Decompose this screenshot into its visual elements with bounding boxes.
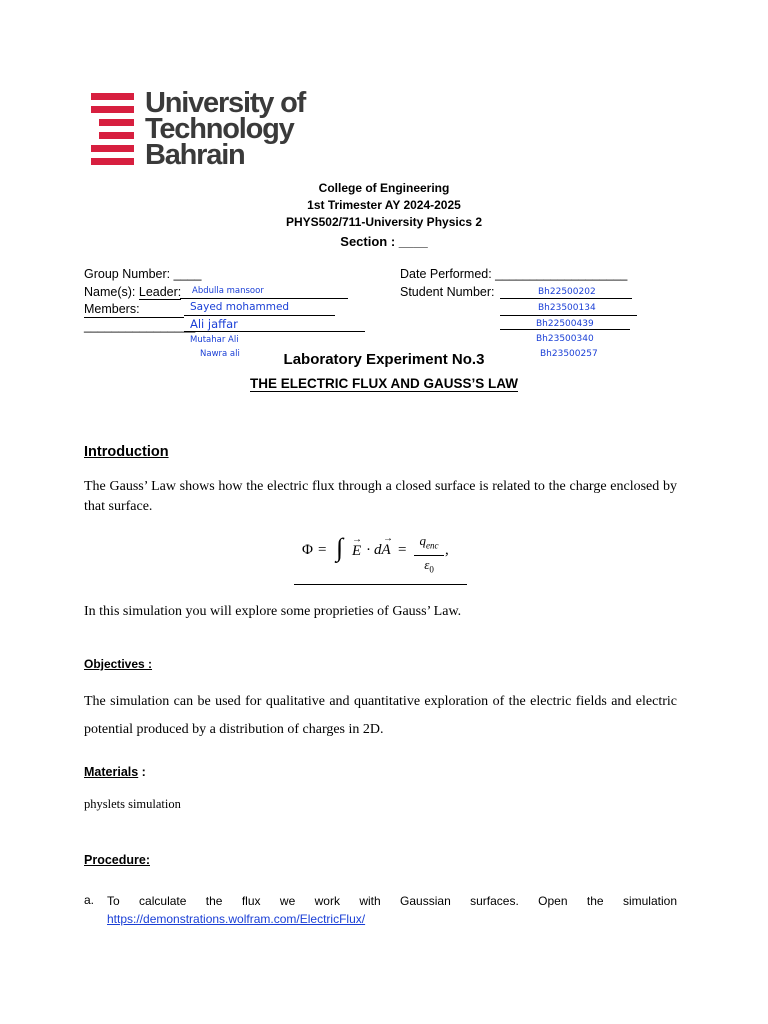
student-number-underline-1 (500, 298, 632, 299)
names-leader-row (84, 284, 181, 300)
student-number-4: Bh23500340 (536, 334, 594, 344)
eq-numerator (414, 534, 444, 553)
procedure-item-a-text: To calculate the flux we work with Gaussian surfaces. Open the simulation (107, 894, 677, 908)
eq-comma: , (445, 542, 449, 558)
experiment-name-text: THE ELECTRIC FLUX AND GAUSS’S LAW (249, 376, 518, 391)
eq-phi: Φ (302, 542, 313, 558)
university-logo-mark (91, 93, 134, 165)
group-number-field: Group Number: ____ (84, 267, 202, 281)
student-number-underline-2 (500, 315, 637, 316)
eq-area-vector (374, 533, 398, 559)
college-name: College of Engineering (318, 181, 450, 195)
objectives-heading: Objectives : (84, 657, 153, 671)
student-number-2: Bh23500134 (538, 303, 596, 313)
member-name-2: Ali jaffar (190, 317, 238, 331)
trimester: 1st Trimester AY 2024-2025 (307, 198, 461, 212)
materials-heading-row (84, 765, 146, 779)
procedure-item-a-marker: a. (84, 893, 95, 907)
eq-field-vector: → E (352, 543, 361, 560)
gauss-law-equation (302, 534, 452, 576)
member-2-underline (184, 331, 365, 332)
leader-name: Abdulla mansoor (192, 286, 264, 296)
student-number-underline-3 (500, 329, 630, 330)
materials-colon: : (138, 765, 146, 779)
course-code: PHYS502/711-University Physics 2 (285, 215, 483, 229)
eq-integral: ∫ (336, 533, 344, 562)
logo-line-2: Technology (145, 113, 294, 145)
introduction-heading: Introduction (84, 444, 169, 460)
procedure-heading: Procedure: (84, 853, 150, 867)
student-number-1: Bh22500202 (538, 287, 596, 297)
eq-fraction-bar (414, 555, 444, 556)
student-number-5: Bh23500257 (540, 349, 598, 359)
eq-fraction (414, 534, 444, 576)
eq-enc: enc (426, 540, 439, 551)
member-1-underline (184, 315, 335, 316)
members-blank-line: ________________ (84, 319, 196, 333)
eq-dot: · (366, 542, 371, 558)
university-logo-text (145, 87, 335, 171)
eq-area-text: dA (374, 542, 391, 558)
eq-equals-2: = (398, 542, 407, 558)
student-number-3: Bh22500439 (536, 319, 594, 329)
vector-arrow-icon: → (383, 533, 393, 544)
eq-epsilon: ε (424, 556, 430, 572)
eq-zero: 0 (429, 564, 434, 575)
member-name-3: Mutahar Ali (190, 335, 239, 345)
member-name-4: Nawra ali (200, 349, 240, 359)
experiment-title: Laboratory Experiment No.3 (283, 351, 485, 368)
member-name-1: Sayed mohammed (190, 301, 290, 313)
date-performed-field: Date Performed: ___________________ (400, 267, 628, 281)
equation-underline (294, 584, 467, 585)
leader-label: Leader: (138, 285, 182, 299)
logo-line-1: University of (145, 87, 306, 119)
simulation-link[interactable]: https://demonstrations.wolfram.com/ElectricFlux/ (107, 912, 366, 926)
section-field: Section : ____ (340, 234, 428, 249)
procedure-item-a-link-row (107, 911, 677, 927)
student-number-label: Student Number: (400, 285, 495, 299)
experiment-name (0, 376, 768, 391)
leader-underline (180, 298, 348, 299)
materials-item: physlets simulation (84, 797, 181, 811)
materials-heading: Materials (84, 765, 139, 779)
names-label: Name(s): (84, 285, 139, 299)
introduction-paragraph: The Gauss’ Law shows how the electric flux through a closed surface is related to the charge enclosed by that surface. (84, 479, 677, 514)
eq-equals-1: = (318, 542, 327, 558)
eq-denominator (414, 558, 444, 577)
members-label: Members: (84, 301, 184, 318)
eq-q: q (419, 533, 426, 548)
objectives-paragraph: The simulation can be used for qualitative and quantitative exploration of the electric fields and electric potential produced by a distribution of charges in 2D. (84, 694, 677, 737)
logo-line-3: Bahrain (145, 139, 245, 171)
introduction-after-equation: In this simulation you will explore some proprieties of Gauss’ Law. (84, 604, 462, 619)
